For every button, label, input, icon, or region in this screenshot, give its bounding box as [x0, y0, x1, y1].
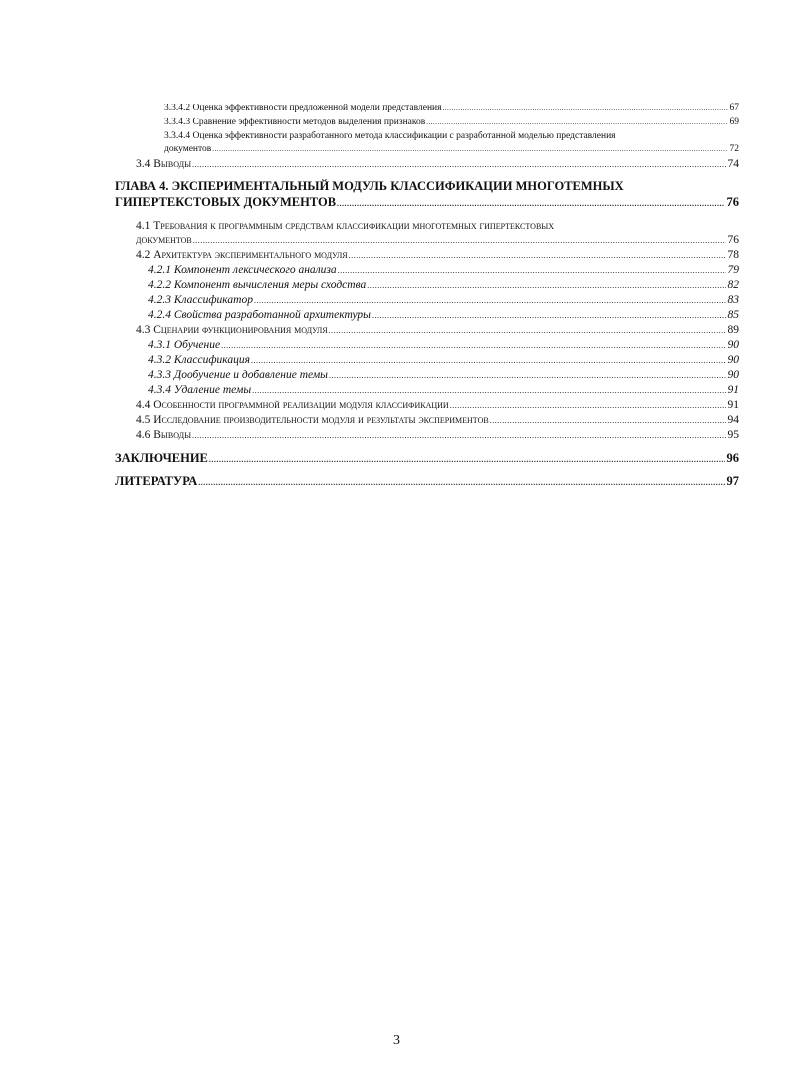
dot-leader [254, 297, 726, 305]
toc-entry-title: 4.5 Исследование производительности модуля и результаты экспериментов [136, 415, 489, 426]
toc-entry-title: 4.3 Сценарии функционирования модуля [136, 325, 328, 336]
toc-entry-page: 95 [727, 429, 739, 441]
toc-entry-4-1-line1[interactable]: 4.1 Требования к программным средствам классификации многотемных гипертекстовых [136, 220, 555, 232]
toc-entry-4-4[interactable] [136, 400, 739, 412]
toc-entry-4-5[interactable] [136, 415, 739, 427]
toc-entry-title: 4.3.3 Дообучение и добавление темы [148, 370, 328, 381]
toc-entry-title: 4.2.3 Классификатор [148, 295, 253, 306]
toc-entry-page: 78 [727, 249, 739, 261]
toc-entry-title: 4.2.2 Компонент вычисления меры сходства [148, 280, 367, 291]
toc-entry-title: 4.2.4 Свойства разработанной архитектуры [148, 310, 371, 321]
page-number: 3 [393, 1033, 400, 1048]
dot-leader [367, 282, 725, 290]
toc-chapter-4-line1[interactable]: ГЛАВА 4. ЭКСПЕРИМЕНТАЛЬНЫЙ МОДУЛЬ КЛАССИФИКАЦИИ МНОГОТЕМНЫХ [115, 179, 624, 193]
toc-entry-title: 4.2.1 Компонент лексического анализа [148, 265, 337, 276]
dot-leader [212, 146, 727, 153]
toc-entry-title: документов [164, 145, 212, 154]
toc-entry-4-3-1[interactable] [148, 340, 739, 352]
toc-entry-page: 94 [727, 414, 739, 426]
dot-leader [209, 456, 725, 464]
toc-entry-4-3[interactable] [136, 325, 739, 337]
toc-entry-page: 82 [727, 279, 739, 291]
toc-entry-3-4[interactable] [136, 159, 739, 171]
toc-entry-page: 91 [727, 399, 739, 411]
toc-entry-4-2-1[interactable] [148, 265, 739, 277]
toc-entry-page: 79 [727, 264, 739, 276]
toc-entry-page: 72 [729, 144, 739, 154]
toc-entry-title: 4.3.2 Классификация [148, 355, 250, 366]
toc-entry-page: 97 [726, 474, 739, 488]
dot-leader [221, 342, 725, 350]
toc-entry-title: 3.3.4.3 Сравнение эффективности методов выделения признаков [164, 118, 426, 127]
toc-entry-title: 4.2 Архитектура экспериментального модуля [136, 250, 348, 261]
dot-leader [193, 237, 726, 245]
dot-leader [372, 312, 726, 320]
toc-entry-4-2-4[interactable] [148, 310, 739, 322]
toc-entry-page: 69 [729, 117, 739, 127]
toc-entry-page: 83 [727, 294, 739, 306]
toc-entry-title: 4.6 Выводы [136, 430, 192, 441]
toc-entry-4-3-4[interactable] [148, 385, 739, 397]
toc-entry-3-3-4-2[interactable] [164, 104, 739, 114]
toc-entry-4-2-2[interactable] [148, 280, 739, 292]
dot-leader [337, 200, 724, 208]
toc-entry-page: 91 [727, 384, 739, 396]
dot-leader [329, 327, 726, 335]
toc-entry-page: 90 [727, 354, 739, 366]
dot-leader [490, 417, 726, 425]
toc-entry-page: 74 [727, 158, 739, 170]
dot-leader [338, 267, 726, 275]
toc-entry-title: ЗАКЛЮЧЕНИЕ [115, 452, 208, 465]
toc-entry-3-3-4-4-line1[interactable]: 3.3.4.4 Оценка эффективности разработанного метода классификации с разработанной моделью представления [164, 131, 616, 141]
dot-leader [251, 357, 726, 365]
toc-entry-4-2-3[interactable] [148, 295, 739, 307]
dot-leader [252, 387, 725, 395]
dot-leader [443, 105, 728, 112]
toc-entry-page: 76 [727, 234, 739, 246]
toc-entry-title: 4.3.4 Удаление темы [148, 385, 252, 396]
toc-entry-page: 96 [726, 451, 739, 465]
toc-entry-page: 90 [727, 339, 739, 351]
toc-entry-page: 85 [727, 309, 739, 321]
toc-entry-4-3-2[interactable] [148, 355, 739, 367]
toc-references[interactable] [115, 475, 739, 488]
toc-chapter-4[interactable] [115, 196, 739, 209]
dot-leader [329, 372, 726, 380]
dot-leader [349, 252, 726, 260]
toc-entry-4-6[interactable] [136, 430, 739, 442]
toc-entry-title: документов [136, 235, 192, 246]
toc-entry-title: 3.3.4.2 Оценка эффективности предложенной модели представления [164, 104, 442, 113]
toc-entry-page: 89 [727, 324, 739, 336]
toc-entry-title: ГИПЕРТЕКСТОВЫХ ДОКУМЕНТОВ [115, 196, 337, 209]
toc-conclusion[interactable] [115, 452, 739, 465]
toc-entry-page: 67 [729, 103, 739, 113]
toc-entry-page: 76 [726, 195, 739, 209]
toc-entry-4-2[interactable] [136, 250, 739, 262]
dot-leader [192, 161, 725, 169]
toc-entry-title: 4.4 Особенности программной реализации модуля классификации [136, 400, 449, 411]
toc-entry-3-3-4-3[interactable] [164, 118, 739, 128]
toc-entry-title: ЛИТЕРАТУРА [115, 475, 198, 488]
toc-entry-4-3-3[interactable] [148, 370, 739, 382]
toc-entry-title: 4.3.1 Обучение [148, 340, 221, 351]
toc-entry-4-1[interactable] [136, 235, 739, 247]
toc-entry-title: 3.4 Выводы [136, 159, 192, 170]
toc-entry-page: 90 [727, 369, 739, 381]
dot-leader [450, 402, 726, 410]
dot-leader [192, 432, 725, 440]
dot-leader [426, 119, 727, 126]
toc-entry-3-3-4-4[interactable] [164, 145, 739, 155]
dot-leader [198, 479, 724, 487]
